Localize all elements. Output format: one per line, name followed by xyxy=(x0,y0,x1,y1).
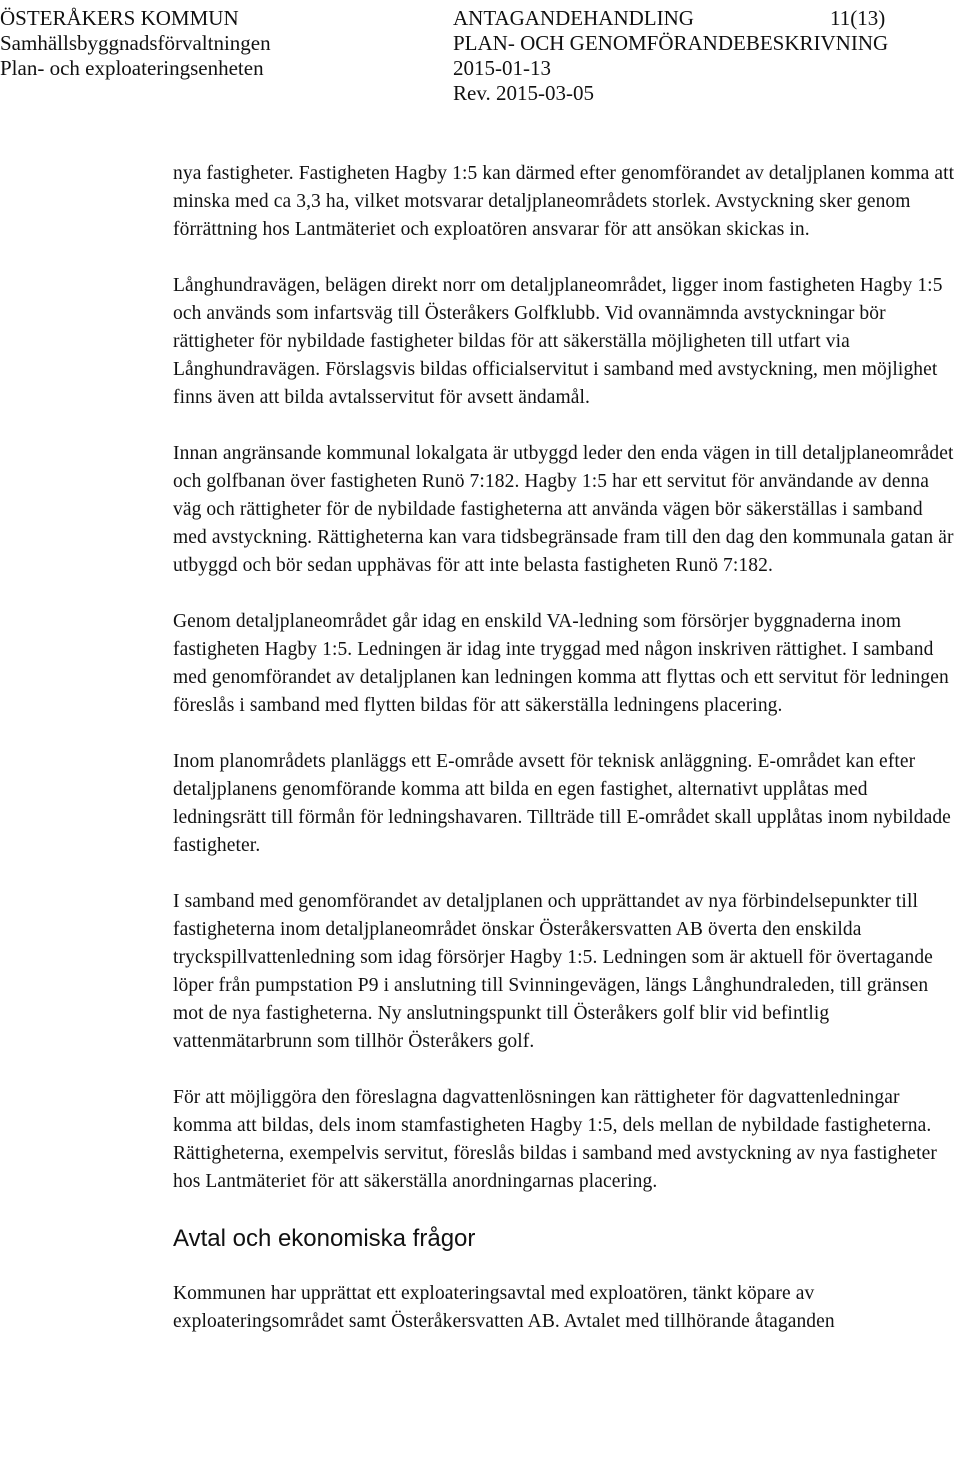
paragraph-access-road: Långhundravägen, belägen direkt norr om detaljplaneområdet, ligger inom fastigheten Hagby 1:5 och används som infartsväg till Österåkers Golfklubb. Vid ovannämnda avstyckningar bör rättigheter för nybildade fastigheter bildas för att säkerställa möjligheten till utfart via Långhundravägen. Förslagsvis bildas officialservitut i samband med avstyckning, men möjlighet finns även att bilda avtalsservitut för avsett ändamål. xyxy=(173,275,943,408)
department-name: Samhällsbyggnadsförvaltningen xyxy=(0,31,271,55)
municipality-name: ÖSTERÅKERS KOMMUN xyxy=(0,6,239,30)
document-type: PLAN- OCH GENOMFÖRANDEBESKRIVNING xyxy=(453,31,889,55)
paragraph-stormwater-rights: För att möjliggöra den föreslagna dagvattenlösningen kan rättigheter för dagvattenledningar komma att bildas, dels inom stamfastigheten Hagby 1:5, dels mellan de nybildade fastigheterna. Rättigheterna, exempelvis servitut, föreslås bildas i samband med avstyckning av nya fastigheter hos Lantmäteriet för att säkerställa anordningarnas placering. xyxy=(173,1087,937,1192)
section-heading: Avtal och ekonomiska frågor xyxy=(173,1225,476,1252)
document-body xyxy=(173,160,955,1364)
paragraph-road-easement: Innan angränsande kommunal lokalgata är utbyggd leder den enda vägen in till detaljplaneområdet och golfbanan över fastigheten Runö 7:182. Hagby 1:5 har ett servitut för användande av denna väg och rättigheter för de nybildade fastigheterna att använda vägen bör säkerställas i samband med avstyckning. Rättigheterna kan vara tidsbegränsade fram till den dag den kommunala gatan är utbyggd och bör sedan upphävas för att inte belasta fastigheten Runö 7:182. xyxy=(173,443,954,576)
unit-name: Plan- och exploateringsenheten xyxy=(0,56,264,80)
document-status: ANTAGANDEHANDLING xyxy=(453,6,694,30)
revision-date: Rev. 2015-03-05 xyxy=(453,81,594,105)
paragraph-e-area: Inom planområdets planläggs ett E-område avsett för teknisk anläggning. E-området kan efter detaljplanens genomförande komma att bilda en egen fastighet, alternativt upplåtas med ledningsrätt till förmån för ledningshavaren. Tillträde till E-området skall upplåtas inom nybildade fastigheter. xyxy=(173,751,951,856)
page-header xyxy=(0,0,960,110)
page-number: 11(13) xyxy=(830,6,886,30)
paragraph-wastewater-transfer: I samband med genomförandet av detaljplanen och upprättandet av nya förbindelsepunkter till fastigheterna inom detaljplaneområdet önskar Österåkersvatten AB överta den enskilda tryckspillvattenledning som idag försörjer Hagby 1:5. Ledningen som är aktuell för övertagande löper från pumpstation P9 i anslutning till Svinningevägen, längs Långhundraleden, till gränsen mot de nya fastigheterna. Ny anslutningspunkt till Österåkers golf blir vid befintlig vattenmätarbrunn som tillhör Österåkers golf. xyxy=(173,891,933,1052)
document-info-block xyxy=(453,6,888,106)
organization-block xyxy=(0,6,271,81)
paragraph-water-line: Genom detaljplaneområdet går idag en enskild VA-ledning som försörjer byggnaderna inom fastigheten Hagby 1:5. Ledningen är idag inte tryggad med någon inskriven rättighet. I samband med genomförandet av detaljplanen kan ledningen komma att flyttas och ett servitut för ledningen föreslås i samband med flytten bildas för att säkerställa ledningens placering. xyxy=(173,611,949,716)
paragraph-property-division: nya fastigheter. Fastigheten Hagby 1:5 kan därmed efter genomförandet av detaljplanen komma att minska med ca 3,3 ha, vilket motsvarar detaljplaneområdets storlek. Avstyckning sker genom förrättning hos Lantmäteriet och exploatören ansvarar för att ansökan skickas in. xyxy=(173,163,955,240)
document-date: 2015-01-13 xyxy=(453,56,551,80)
paragraph-agreement: Kommunen har upprättat ett exploateringsavtal med exploatören, tänkt köpare av exploateringsområdet samt Österåkersvatten AB. Avtalet med tillhörande åtaganden xyxy=(173,1283,835,1332)
